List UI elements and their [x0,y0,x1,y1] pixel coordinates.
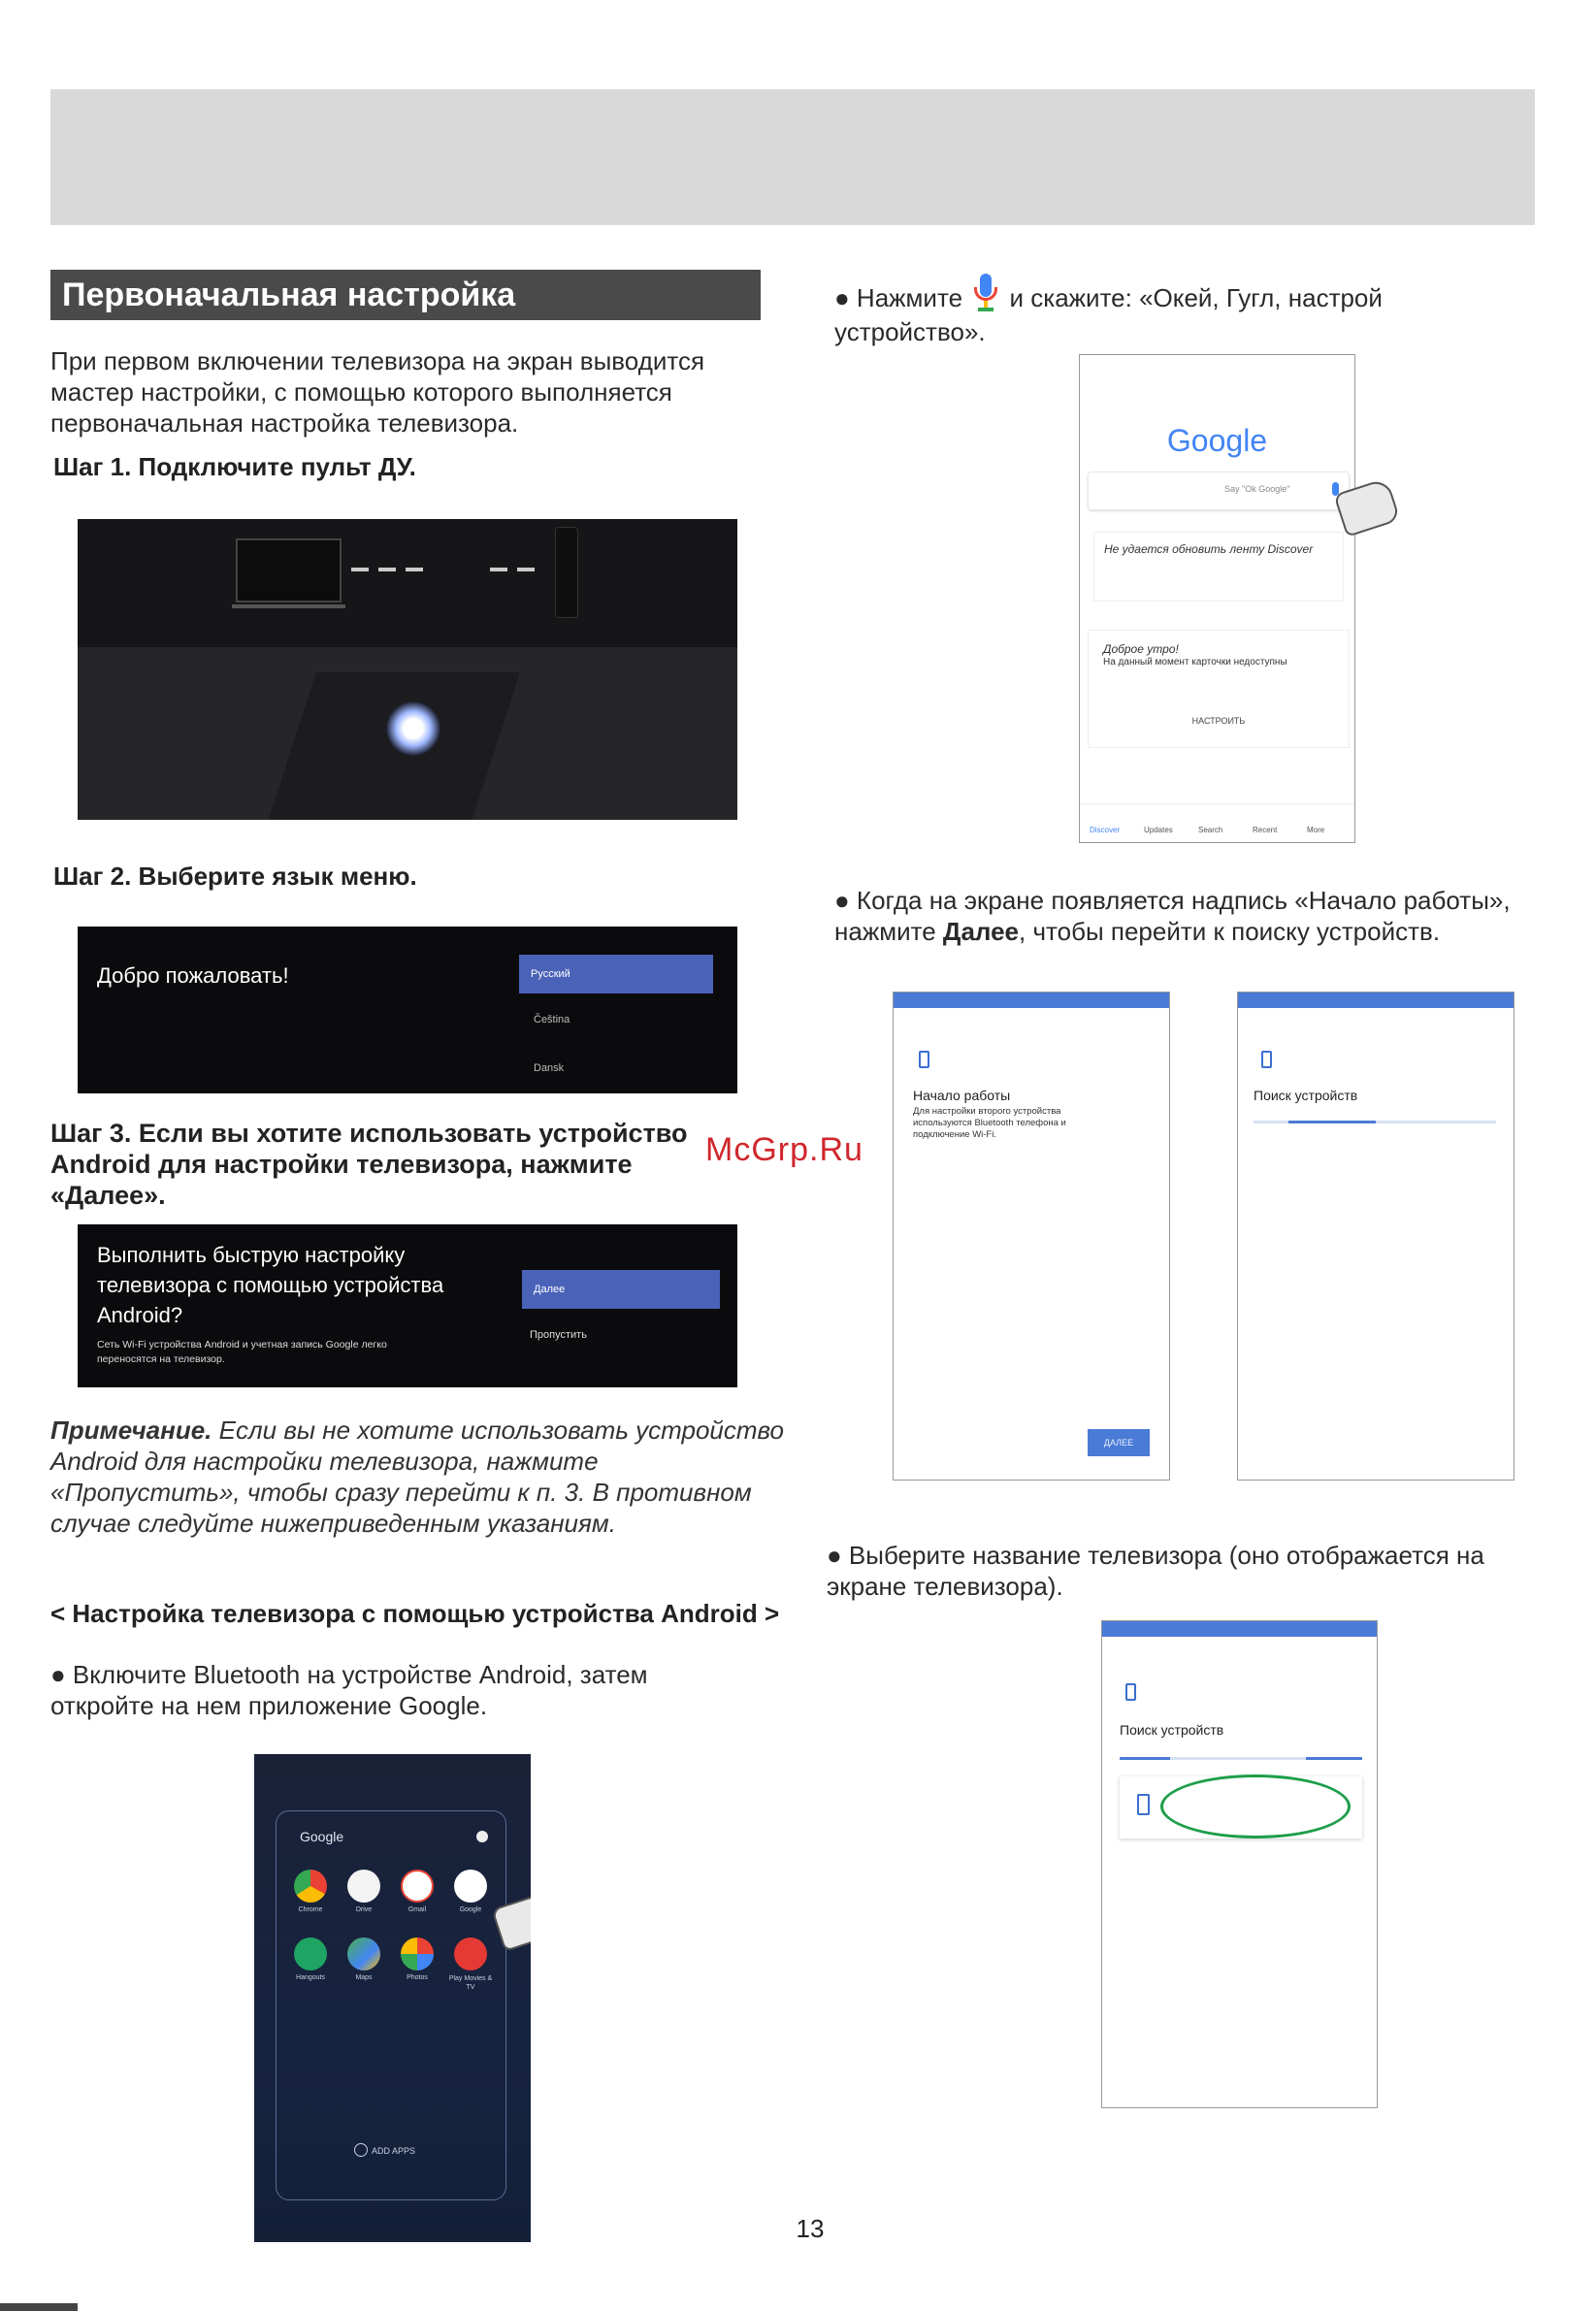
drive-icon[interactable] [347,1870,380,1903]
tv-device-icon [1137,1794,1150,1815]
start-work-text: Для настройки второго устройства используются Bluetooth телефона и подключение Wi-Fi. [913,1106,1066,1140]
device-list-screen [1101,1620,1378,2108]
search-devices-title: Поиск устройств [1254,1088,1358,1103]
add-apps-button[interactable] [354,2143,415,2157]
folder-title: Google [300,1829,344,1844]
app-label: Hangouts [296,1974,325,1981]
nav-recent[interactable]: Recent [1253,826,1278,834]
customize-button[interactable]: НАСТРОИТЬ [1191,716,1246,726]
bottom-mark [0,2303,78,2311]
plus-circle-icon [354,2143,368,2157]
quick-setup-question: Выполнить быструю настройку телевизора с помощью устройства Android? [97,1243,444,1327]
language-option-danish[interactable]: Dansk [534,1062,565,1074]
step1-label: Шаг 1. Подключите пульт ДУ. [53,452,416,481]
nav-updates[interactable]: Updates [1144,826,1173,834]
welcome-text: Добро пожаловать! [97,963,289,988]
discover-card [1093,532,1344,602]
tv-icon [236,538,342,602]
app-label: Chrome [298,1906,323,1913]
android-app-drawer-image [254,1754,531,2242]
search-devices-title: Поиск устройств [1120,1722,1224,1738]
section-title: Первоначальная настройка [50,270,761,320]
add-apps-label: ADD APPS [372,2146,416,2156]
start-work-title: Начало работы [913,1088,1011,1103]
app-label: Maps [355,1974,373,1981]
step3-label: Шаг 3. Если вы хотите использовать устройство Android для настройки телевизора, нажмите «Далее». [50,1119,688,1210]
phone-icon [919,1051,929,1068]
google-app-icon[interactable] [454,1870,487,1903]
phone-icon [1125,1683,1136,1701]
app-label: Google [459,1906,482,1913]
google-logo: Google [1166,423,1268,458]
search-progress-fill [1120,1757,1170,1760]
start-work-screen [893,992,1170,1481]
bullet-start-bold: Далее [942,917,1019,946]
note-text: Если вы не хотите использовать устройство Android для настройки телевизора, нажмите «Пропустить», чтобы сразу перейти к п. 3. В противном случае следуйте нижеприведенным указаниям. [50,1416,784,1538]
play-movies-icon[interactable] [454,1937,487,1970]
step2-label: Шаг 2. Выберите язык меню. [53,862,417,891]
glowing-button-icon [386,701,440,756]
app-label: Play Movies & TV [448,1975,493,1991]
bullet-start-work [834,885,1572,947]
phone-icon [1261,1051,1272,1068]
bullet-press-mic [834,274,1514,347]
next-option[interactable]: Далее [522,1270,720,1309]
bullet-start-after: , чтобы перейти к поиску устройств. [1019,917,1441,946]
app-label: Photos [407,1974,428,1981]
app-label: Gmail [407,1906,427,1913]
header-bar [50,89,1535,225]
photos-icon[interactable] [401,1937,434,1970]
bullet-press-after: и скажите: «Окей, Гугл, настрой устройство». [834,283,1383,346]
tv-quick-setup-screen [78,1224,737,1387]
morning-card [1088,630,1350,748]
chrome-icon[interactable] [294,1870,327,1903]
search-hint: Say "Ok Google" [1224,484,1290,494]
quick-setup-subtext: Сеть Wi-Fi устройства Android и учетная запись Google легко переносятся на телевизор. [97,1339,387,1365]
bottom-nav [1080,803,1354,843]
page-number: 13 [796,2214,825,2243]
tv-language-screen [78,927,737,1093]
search-devices-screen [1237,992,1515,1481]
intro-paragraph: При первом включении телевизора на экран выводится мастер настройки, с помощью которого выполняется первоначальная настройка телевизора. [50,346,705,438]
search-bar[interactable] [1088,472,1350,510]
nav-search[interactable]: Search [1198,826,1223,834]
next-button[interactable]: ДАЛЕЕ [1088,1429,1150,1456]
android-setup-heading: < Настройка телевизора с помощью устройства Android > [50,1599,780,1628]
gmail-icon[interactable] [401,1870,434,1903]
highlight-oval [1160,1774,1351,1839]
remote-icon [555,527,578,618]
nav-more[interactable]: More [1307,826,1325,834]
nav-discover[interactable]: Discover [1090,826,1121,834]
hangouts-icon[interactable] [294,1937,327,1970]
bullet-bluetooth: ● Включите Bluetooth на устройстве Android, затем откройте на нем приложение Google. [50,1660,648,1720]
note-paragraph [50,1415,788,1539]
discover-card-text: Не удается обновить ленту Discover [1104,542,1314,556]
google-app-screen [1079,354,1355,843]
menu-dot-icon [476,1831,488,1842]
watermark: McGrp.Ru [705,1131,863,1168]
microphone-icon [969,274,1002,316]
search-progress-fill [1288,1121,1376,1123]
bullet-choose-tv: ● Выберите название телевизора (оно отображается на экране телевизора). [827,1541,1484,1601]
morning-card-title: Доброе утро! [1103,642,1179,656]
app-label: Drive [355,1906,373,1913]
tv-remote-pairing-image [78,519,737,820]
bullet-start-before: ● Когда на экране появляется надпись «Начало работы», нажмите [834,886,1511,946]
morning-card-text: На данный момент карточки недоступны [1103,657,1287,667]
note-lead: Примечание. [50,1416,212,1445]
maps-icon[interactable] [347,1937,380,1970]
bullet-press-before: ● Нажмите [834,283,963,312]
language-option-russian[interactable]: Русский [519,955,713,993]
google-folder [276,1810,506,2200]
search-progress-fill [1306,1757,1362,1760]
skip-option[interactable]: Пропустить [530,1329,587,1341]
language-option-czech[interactable]: Čeština [534,1014,570,1025]
